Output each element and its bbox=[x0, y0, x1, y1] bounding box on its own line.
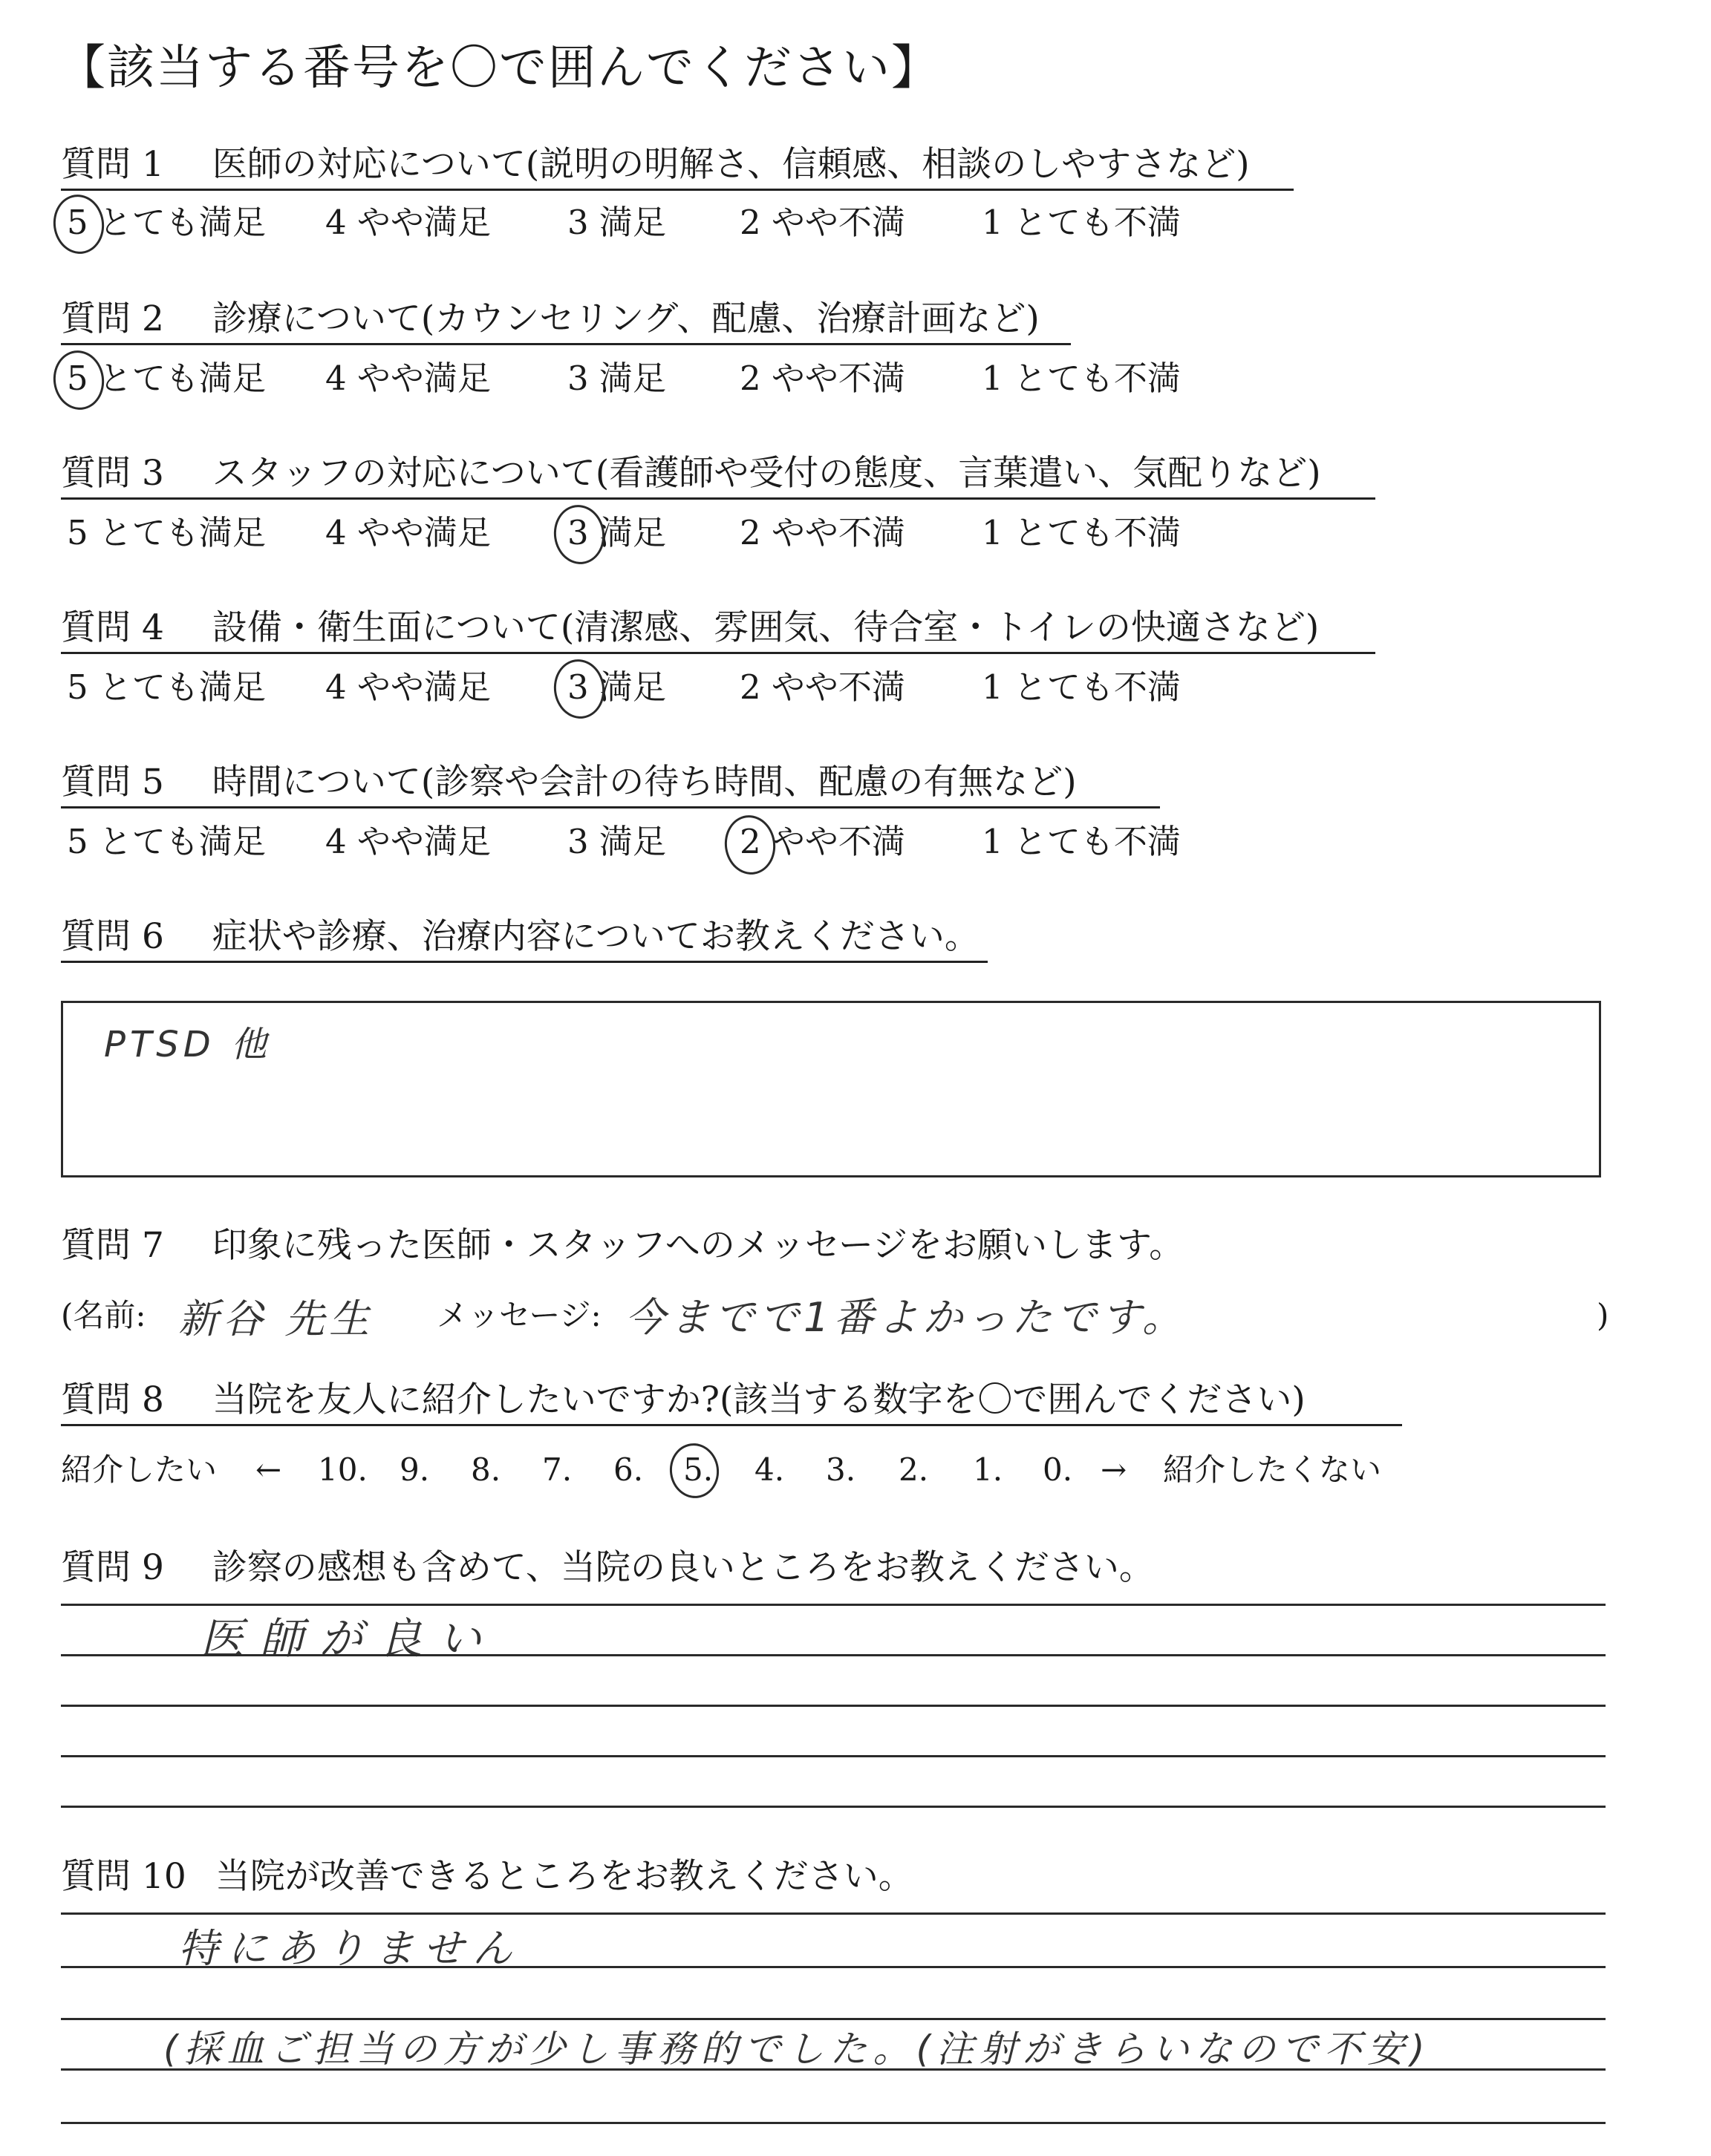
q5-option-1[interactable]: 1 とても不満 bbox=[982, 822, 1181, 861]
question-label: 質問 6 bbox=[61, 916, 164, 957]
q4-option-1[interactable]: 1 とても不満 bbox=[982, 667, 1181, 707]
q8-right-label: 紹介したくない bbox=[1163, 1451, 1382, 1488]
question-5-title bbox=[61, 760, 1077, 805]
q8-right-arrow: → bbox=[1101, 1451, 1127, 1488]
page-heading: 【該当する番号を〇で囲んでください】 bbox=[58, 41, 940, 96]
question-text: 時間について(診察や会計の待ち時間、配慮の有無など) bbox=[212, 762, 1077, 803]
selection-circle-mark bbox=[666, 1440, 723, 1501]
q8-left-arrow: ← bbox=[255, 1451, 282, 1488]
question-label: 質問 5 bbox=[61, 762, 164, 803]
q10-handwritten-answer-1: 特にありません bbox=[178, 1925, 521, 1972]
answer-line bbox=[61, 2122, 1606, 2124]
question-label: 質問 1 bbox=[61, 144, 164, 185]
question-6-title bbox=[61, 915, 980, 959]
q2-option-1[interactable]: 1 とても不満 bbox=[982, 359, 1181, 398]
q7-handwritten-name: 新谷 先生 bbox=[178, 1296, 374, 1342]
q7-name-prefix: (名前: bbox=[61, 1297, 146, 1333]
question-label: 質問 3 bbox=[61, 453, 164, 494]
question-text: スタッフの対応について(看護師や受付の態度、言葉遣い、気配りなど) bbox=[212, 453, 1321, 494]
q8-scale-2[interactable]: 2. bbox=[899, 1451, 929, 1488]
q2-option-5[interactable]: 5 とても満足 bbox=[67, 359, 266, 398]
question-text: 当院が改善できるところをお教えください。 bbox=[215, 1856, 913, 1897]
q8-left-label: 紹介したい bbox=[61, 1451, 218, 1488]
q8-scale-5[interactable]: 5. bbox=[683, 1451, 714, 1488]
question-label: 質問 4 bbox=[61, 607, 164, 648]
question-5-underline bbox=[61, 806, 1160, 808]
question-text: 医師の対応について(説明の明解さ、信頼感、相談のしやすさなど) bbox=[212, 144, 1250, 185]
answer-line bbox=[61, 2068, 1606, 2071]
q4-option-2[interactable]: 2 やや不満 bbox=[740, 667, 905, 707]
question-label: 質問 10 bbox=[61, 1856, 186, 1897]
q8-scale-10[interactable]: 10. bbox=[318, 1451, 368, 1488]
q2-option-3[interactable]: 3 満足 bbox=[567, 359, 666, 398]
q8-scale-3[interactable]: 3. bbox=[826, 1451, 856, 1488]
q1-option-4[interactable]: 4 やや満足 bbox=[325, 203, 491, 242]
answer-line bbox=[61, 1654, 1606, 1656]
question-text: 診療について(カウンセリング、配慮、治療計画など) bbox=[212, 298, 1040, 339]
q8-scale-8[interactable]: 8. bbox=[471, 1451, 501, 1488]
q5-option-3[interactable]: 3 満足 bbox=[567, 822, 666, 861]
q5-option-5[interactable]: 5 とても満足 bbox=[67, 822, 266, 861]
q5-option-4[interactable]: 4 やや満足 bbox=[325, 822, 491, 861]
question-8-title bbox=[61, 1378, 1306, 1422]
q8-scale-0[interactable]: 0. bbox=[1043, 1451, 1073, 1488]
question-2-underline bbox=[61, 343, 1071, 345]
q3-option-2[interactable]: 2 やや不満 bbox=[740, 513, 905, 552]
question-text: 印象に残った医師・スタッフへのメッセージをお願いします。 bbox=[212, 1225, 1184, 1266]
q5-option-2[interactable]: 2 やや不満 bbox=[740, 822, 905, 861]
question-2-title bbox=[61, 297, 1040, 342]
q3-option-1[interactable]: 1 とても不満 bbox=[982, 513, 1181, 552]
q1-option-5[interactable]: 5 とても満足 bbox=[67, 203, 266, 242]
q3-option-5[interactable]: 5 とても満足 bbox=[67, 513, 266, 552]
q3-option-3[interactable]: 3 満足 bbox=[567, 513, 666, 552]
q1-option-2[interactable]: 2 やや不満 bbox=[740, 203, 905, 242]
question-3-underline bbox=[61, 497, 1375, 500]
q4-option-3[interactable]: 3 満足 bbox=[567, 667, 666, 707]
question-label: 質問 8 bbox=[61, 1379, 164, 1420]
q8-scale-1[interactable]: 1. bbox=[973, 1451, 1003, 1488]
question-7-title bbox=[61, 1224, 1184, 1268]
question-9-title bbox=[61, 1546, 1154, 1590]
question-4-underline bbox=[61, 652, 1375, 654]
q8-scale-7[interactable]: 7. bbox=[542, 1451, 573, 1488]
question-label: 質問 7 bbox=[61, 1225, 164, 1266]
answer-line bbox=[61, 1912, 1606, 1915]
q4-option-5[interactable]: 5 とても満足 bbox=[67, 667, 266, 707]
q8-scale-6[interactable]: 6. bbox=[613, 1451, 644, 1488]
q6-handwritten-answer: PTSD 他 bbox=[104, 1024, 271, 1065]
q8-scale-9[interactable]: 9. bbox=[400, 1451, 430, 1488]
question-text: 設備・衛生面について(清潔感、雰囲気、待合室・トイレの快適さなど) bbox=[212, 607, 1320, 648]
question-label: 質問 2 bbox=[61, 298, 164, 339]
answer-line bbox=[61, 1966, 1606, 1968]
q2-option-4[interactable]: 4 やや満足 bbox=[325, 359, 491, 398]
answer-line bbox=[61, 1755, 1606, 1757]
q1-option-3[interactable]: 3 満足 bbox=[567, 203, 666, 242]
question-8-underline bbox=[61, 1424, 1402, 1426]
question-label: 質問 9 bbox=[61, 1547, 164, 1588]
q6-answer-box[interactable] bbox=[61, 1001, 1601, 1177]
q7-handwritten-message: 今までで1番よかったです。 bbox=[625, 1294, 1187, 1341]
question-1-title bbox=[61, 143, 1250, 187]
q4-option-4[interactable]: 4 やや満足 bbox=[325, 667, 491, 707]
q7-close-paren: ) bbox=[1597, 1297, 1609, 1333]
q10-handwritten-answer-2: (採血ご担当の方が少し事務的でした。(注射がきらいなので不安) bbox=[163, 2028, 1431, 2071]
question-4-title bbox=[61, 606, 1319, 650]
question-text: 当院を友人に紹介したいですか?(該当する数字を〇で囲んでください) bbox=[212, 1379, 1306, 1420]
answer-line bbox=[61, 1705, 1606, 1707]
q2-option-2[interactable]: 2 やや不満 bbox=[740, 359, 905, 398]
question-1-underline bbox=[61, 189, 1294, 191]
answer-line bbox=[61, 1806, 1606, 1808]
question-3-title bbox=[61, 451, 1321, 496]
q1-option-1[interactable]: 1 とても不満 bbox=[982, 203, 1181, 242]
question-10-title bbox=[61, 1855, 913, 1899]
q7-message-prefix: メッセージ: bbox=[437, 1297, 602, 1333]
question-6-underline bbox=[61, 961, 988, 963]
question-text: 症状や診療、治療内容についてお教えください。 bbox=[212, 916, 980, 957]
q3-option-4[interactable]: 4 やや満足 bbox=[325, 513, 491, 552]
q9-handwritten-answer: 医師が良い bbox=[201, 1613, 498, 1664]
q8-scale-4[interactable]: 4. bbox=[755, 1451, 785, 1488]
question-text: 診察の感想も含めて、当院の良いところをお教えください。 bbox=[212, 1547, 1154, 1588]
